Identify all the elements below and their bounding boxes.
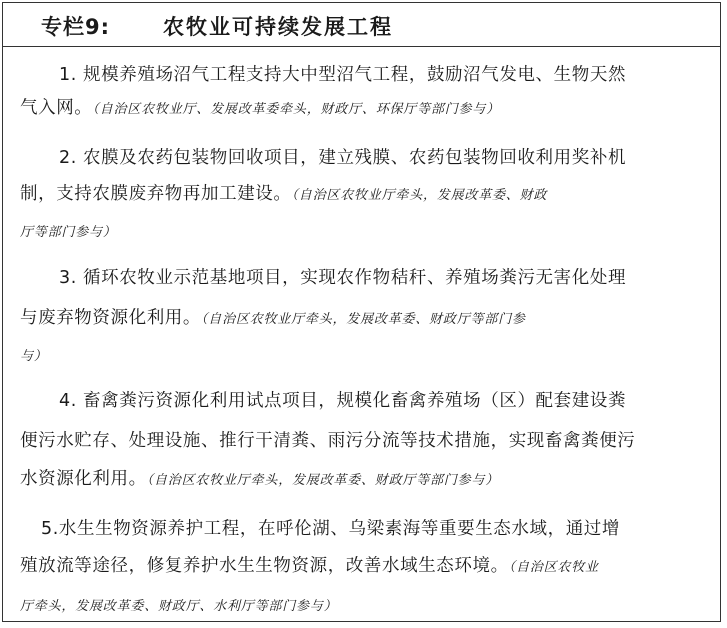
column-label: 专栏9: <box>41 15 111 39</box>
item-1-line-1 <box>59 63 626 87</box>
item-1-line-2 <box>20 96 500 122</box>
item-text: 2. 农膜及农药包装物回收项目，建立残膜、农药包装物回收利用奖补机 <box>59 148 627 168</box>
item-3-line-1 <box>59 266 626 290</box>
item-5-line-1 <box>41 517 620 541</box>
item-text: 水资源化利用。 <box>20 469 147 489</box>
item-4-line-1 <box>59 389 626 413</box>
special-column-box <box>2 2 721 622</box>
item-3-line-3 <box>20 343 48 369</box>
item-text: 气入网。 <box>20 98 93 118</box>
item-4-line-3 <box>20 467 499 493</box>
item-text: 5.水生生物资源养护工程，在呼伦湖、乌梁素海等重要生态水域，通过增 <box>41 519 620 539</box>
item-note: 与） <box>20 349 48 364</box>
column-title: 农牧业可持续发展工程 <box>163 15 393 39</box>
item-2-line-3 <box>20 219 117 245</box>
item-text: 1. 规模养殖场沼气工程支持大中型沼气工程，鼓励沼气发电、生物天然 <box>59 65 627 85</box>
item-text: 殖放流等途径，修复养护水生生物资源，改善水域生态环境。 <box>20 556 509 576</box>
item-note: （自治区农牧业厅牵头，发展改革委、财政厅等部门参与） <box>146 473 500 488</box>
item-note: （自治区农牧业厅牵头，发展改革委、财政厅等部门参 <box>201 312 526 327</box>
item-note: （自治区农牧业厅牵头，发展改革委、财政 <box>291 188 548 203</box>
item-text: 制，支持农膜废弃物再加工建设。 <box>20 184 292 204</box>
item-note: 厅等部门参与） <box>20 225 117 240</box>
item-5-line-2 <box>20 554 599 580</box>
item-note: （自治区农牧业厅、发展改革委牵头，财政厅、环保厅等部门参与） <box>92 102 500 117</box>
item-3-line-2 <box>20 306 526 332</box>
item-2-line-2 <box>20 182 547 208</box>
item-5-line-3 <box>20 593 337 619</box>
item-text: 便污水贮存、处理设施、推行干清粪、雨污分流等技术措施，实现畜禽粪便污 <box>20 431 636 451</box>
item-text: 与废弃物资源化利用。 <box>20 308 201 328</box>
item-text: 3. 循环农牧业示范基地项目，实现农作物秸秆、养殖场粪污无害化处理 <box>59 268 627 288</box>
item-note: （自治区农牧业 <box>508 560 599 575</box>
column-header <box>3 3 720 47</box>
item-2-line-1 <box>59 146 626 170</box>
item-text: 4. 畜禽粪污资源化利用试点项目，规模化畜禽养殖场（区）配套建设粪 <box>59 391 627 411</box>
item-note: 厅牵头，发展改革委、财政厅、水利厅等部门参与） <box>20 599 338 614</box>
item-4-line-2 <box>20 429 635 453</box>
